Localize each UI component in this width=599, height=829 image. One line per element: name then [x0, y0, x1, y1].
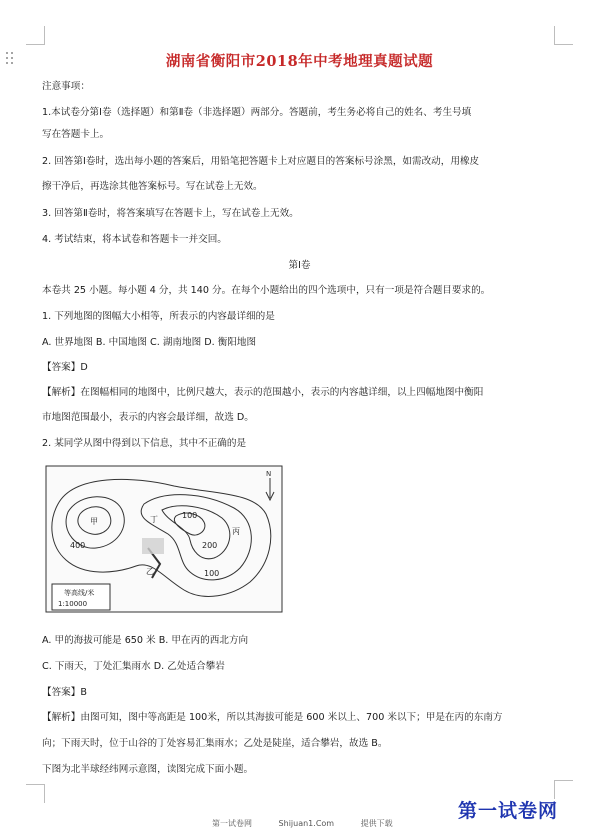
notice-line: 2. 回答第Ⅰ卷时，选出每小题的答案后，用铅笔把答题卡上对应题目的答案标号涂黑，如需改动，用橡皮	[42, 156, 480, 167]
section-intro: 本卷共 25 小题。每小题 4 分，共 140 分。在每个小题给出的四个选项中，只有一项是符合题目要求的。	[42, 285, 491, 296]
notice-line: 3. 回答第Ⅱ卷时，将答案填写在答题卡上，写在试卷上无效。	[42, 208, 299, 219]
contour-label-400: 400	[70, 541, 86, 550]
crop-mark-top-left	[26, 26, 45, 45]
question-stem: 1. 下列地图的图幅大小相等，所表示的内容最详细的是	[42, 311, 275, 322]
question-options: C. 下雨天，丁处汇集雨水 D. 乙处适合攀岩	[42, 661, 225, 672]
contour-label-200: 200	[202, 541, 218, 550]
notice-line: 1.本试卷分第Ⅰ卷（选择题）和第Ⅱ卷（非选择题）两部分。答题前，考生务必将自己的姓名、考生号填	[42, 107, 472, 118]
question-stem: 2. 某同学从图中得到以下信息，其中不正确的是	[42, 438, 247, 449]
question-options: A. 甲的海拔可能是 650 米 B. 甲在丙的西北方向	[42, 635, 249, 646]
crop-mark-bottom-left	[26, 784, 45, 803]
analysis-line: 【解析】由图可知，图中等高距是 100米，所以其海拔可能是 600 米以上、700 米以下；甲是在丙的东南方	[42, 712, 503, 723]
section-title: 第Ⅰ卷	[288, 260, 311, 271]
notice-line: 4. 考试结束，将本试卷和答题卡一并交回。	[42, 234, 227, 245]
answer-line: 【答案】D	[42, 362, 88, 373]
analysis-line: 向；下雨天时，位于山谷的丁处容易汇集雨水；乙处是陡崖，适合攀岩，故选 B。	[42, 738, 388, 749]
notice-heading: 注意事项：	[42, 81, 90, 92]
analysis-line: 【解析】在图幅相同的地图中，比例尺越大，表示的范围越小，表示的内容越详细，以上四幅地图中衡阳	[42, 387, 484, 398]
answer-line: 【答案】B	[42, 687, 87, 698]
place-ding: 丁	[150, 515, 158, 524]
shaded-area	[142, 538, 164, 554]
footer-site-url[interactable]: Shijuan1.Com	[278, 819, 335, 828]
analysis-line: 市地图范围最小，表示的内容会最详细，故选 D。	[42, 412, 254, 423]
contour-map	[44, 464, 284, 614]
place-bing: 丙	[232, 527, 240, 536]
footer-download[interactable]: 提供下载	[360, 819, 393, 828]
notice-line: 擦干净后，再选涂其他答案标号。写在试卷上无效。	[42, 181, 263, 192]
document-title: 湖南省衡阳市2018年中考地理真题试题	[165, 53, 434, 70]
legend-label: 等高线/米	[64, 589, 95, 597]
page-footer	[212, 818, 417, 829]
place-yi: 乙	[146, 567, 154, 576]
footer-site-name[interactable]: 第一试卷网	[212, 819, 252, 828]
crop-mark-top-right	[554, 26, 573, 45]
site-logo[interactable]: 第一试卷网	[458, 800, 559, 822]
place-jia: 甲	[90, 517, 98, 526]
north-label: N	[266, 470, 272, 478]
question-options: A. 世界地图 B. 中国地图 C. 湖南地图 D. 衡阳地图	[42, 337, 257, 348]
next-intro: 下图为北半球经纬网示意图，读图完成下面小题。	[42, 764, 254, 775]
notice-line: 写在答题卡上。	[42, 129, 110, 140]
map-scale: 1:10000	[58, 600, 88, 608]
contour-label-100: 100	[182, 511, 198, 520]
contour-label-bottom-100: 100	[204, 569, 220, 578]
